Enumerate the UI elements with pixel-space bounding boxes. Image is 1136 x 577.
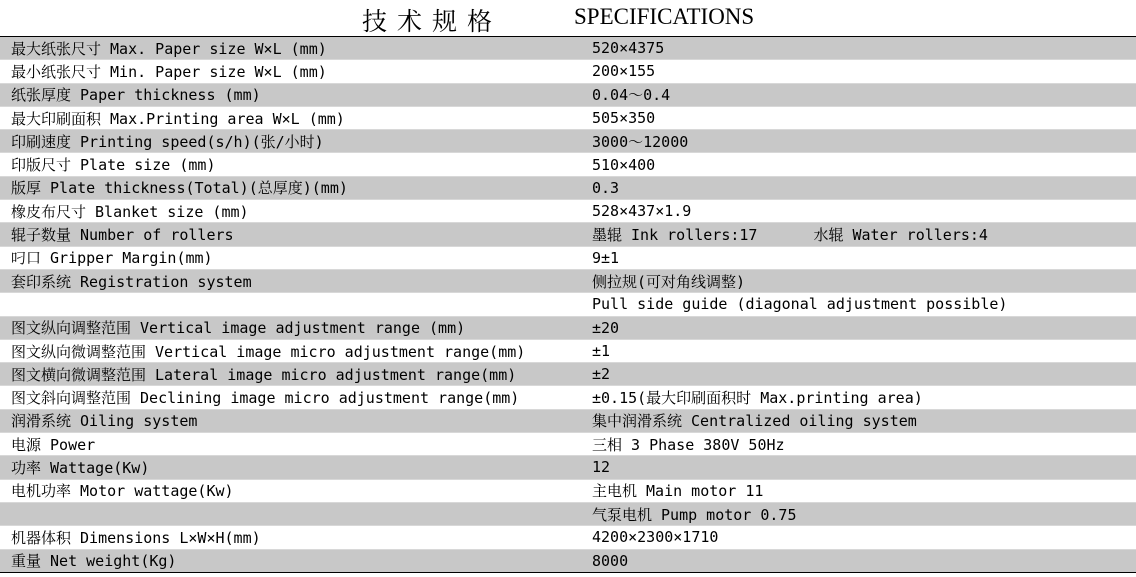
spec-label: 图文横向微调整范围 Lateral image micro adjustment range(mm) bbox=[11, 365, 517, 384]
table-row bbox=[0, 480, 1136, 503]
spec-value: 侧拉规(可对角线调整) bbox=[592, 272, 746, 291]
spec-table bbox=[0, 37, 1136, 573]
table-row bbox=[0, 177, 1136, 200]
table-row bbox=[0, 503, 1136, 526]
title-chinese: 技术规格 bbox=[362, 7, 503, 36]
spec-value: 主电机 Main motor 11 bbox=[592, 482, 764, 501]
table-row bbox=[0, 363, 1136, 386]
spec-value: ±1 bbox=[592, 342, 611, 360]
table-row bbox=[0, 386, 1136, 409]
spec-label: 图文斜向调整范围 Declining image micro adjustment range(mm) bbox=[11, 389, 520, 408]
spec-value: 12 bbox=[592, 458, 611, 477]
spec-label: 重量 Net weight(Kg) bbox=[11, 552, 177, 571]
table-row bbox=[0, 526, 1136, 549]
spec-label: 电源 Power bbox=[11, 435, 96, 454]
spec-label: 润滑系统 Oiling system bbox=[11, 412, 198, 431]
table-row bbox=[0, 270, 1136, 293]
table-row bbox=[0, 433, 1136, 456]
ink-rollers-value: 墨辊 Ink rollers:17 bbox=[592, 226, 758, 245]
spec-value: 510×400 bbox=[592, 155, 656, 174]
spec-label: 图文纵向微调整范围 Vertical image micro adjustment range(mm) bbox=[11, 342, 526, 361]
spec-label: 最大纸张尺寸 Max. Paper size W×L (mm) bbox=[11, 39, 327, 58]
spec-label: 机器体积 Dimensions L×W×H(mm) bbox=[11, 528, 261, 547]
table-row bbox=[0, 317, 1136, 340]
spec-label: 印刷速度 Printing speed(s/h)(张/小时) bbox=[11, 132, 324, 151]
spec-value: 505×350 bbox=[592, 109, 656, 128]
table-row bbox=[0, 247, 1136, 270]
spec-value: Pull side guide (diagonal adjustment possible) bbox=[592, 295, 1008, 314]
spec-label: 橡皮布尺寸 Blanket size (mm) bbox=[11, 202, 249, 221]
spec-label: 图文纵向调整范围 Vertical image adjustment range (mm) bbox=[11, 319, 466, 338]
spec-value: 集中润滑系统 Centralized oiling system bbox=[592, 412, 917, 431]
spec-label: 套印系统 Registration system bbox=[11, 272, 252, 291]
spec-label: 版厚 Plate thickness(Total)(总厚度)(mm) bbox=[11, 179, 348, 198]
spec-label: 功率 Wattage(Kw) bbox=[11, 458, 150, 477]
spec-value: 3000～12000 bbox=[592, 132, 689, 151]
spec-value: 0.3 bbox=[592, 178, 620, 197]
spec-value: 三相 3 Phase 380V 50Hz bbox=[592, 435, 785, 454]
table-row bbox=[0, 550, 1136, 573]
page-header bbox=[0, 0, 1136, 37]
table-row bbox=[0, 200, 1136, 223]
table-row bbox=[0, 153, 1136, 176]
spec-value: 200×155 bbox=[592, 62, 656, 81]
table-row bbox=[0, 410, 1136, 433]
spec-label: 电机功率 Motor wattage(Kw) bbox=[11, 482, 234, 501]
table-row bbox=[0, 223, 1136, 246]
spec-label: 印版尺寸 Plate size (mm) bbox=[11, 156, 216, 175]
table-row bbox=[0, 60, 1136, 83]
spec-label: 叼口 Gripper Margin(mm) bbox=[11, 249, 213, 268]
spec-label: 最小纸张尺寸 Min. Paper size W×L (mm) bbox=[11, 62, 327, 81]
spec-value bbox=[580, 224, 1136, 245]
spec-value: 8000 bbox=[592, 551, 629, 570]
spec-value: ±2 bbox=[592, 365, 611, 384]
table-row bbox=[0, 107, 1136, 130]
title-english: SPECIFICATIONS bbox=[574, 4, 755, 29]
spec-value: ±20 bbox=[592, 318, 620, 337]
spec-value: 9±1 bbox=[592, 248, 620, 267]
spec-value: 528×437×1.9 bbox=[592, 202, 692, 221]
table-row bbox=[0, 84, 1136, 107]
table-row bbox=[0, 340, 1136, 363]
table-row bbox=[0, 293, 1136, 316]
table-row bbox=[0, 130, 1136, 153]
spec-label: 辊子数量 Number of rollers bbox=[11, 226, 234, 245]
water-rollers-value: 水辊 Water rollers:4 bbox=[813, 226, 988, 245]
spec-value: 520×4375 bbox=[592, 39, 665, 58]
spec-label: 最大印刷面积 Max.Printing area W×L (mm) bbox=[11, 109, 345, 128]
table-row bbox=[0, 37, 1136, 60]
spec-value: 4200×2300×1710 bbox=[592, 528, 719, 547]
spec-value: ±0.15(最大印刷面积时 Max.printing area) bbox=[592, 389, 923, 408]
spec-value: 0.04～0.4 bbox=[592, 86, 671, 105]
spec-label: 纸张厚度 Paper thickness (mm) bbox=[11, 86, 261, 105]
spec-value: 气泵电机 Pump motor 0.75 bbox=[592, 505, 797, 524]
table-row bbox=[0, 456, 1136, 479]
